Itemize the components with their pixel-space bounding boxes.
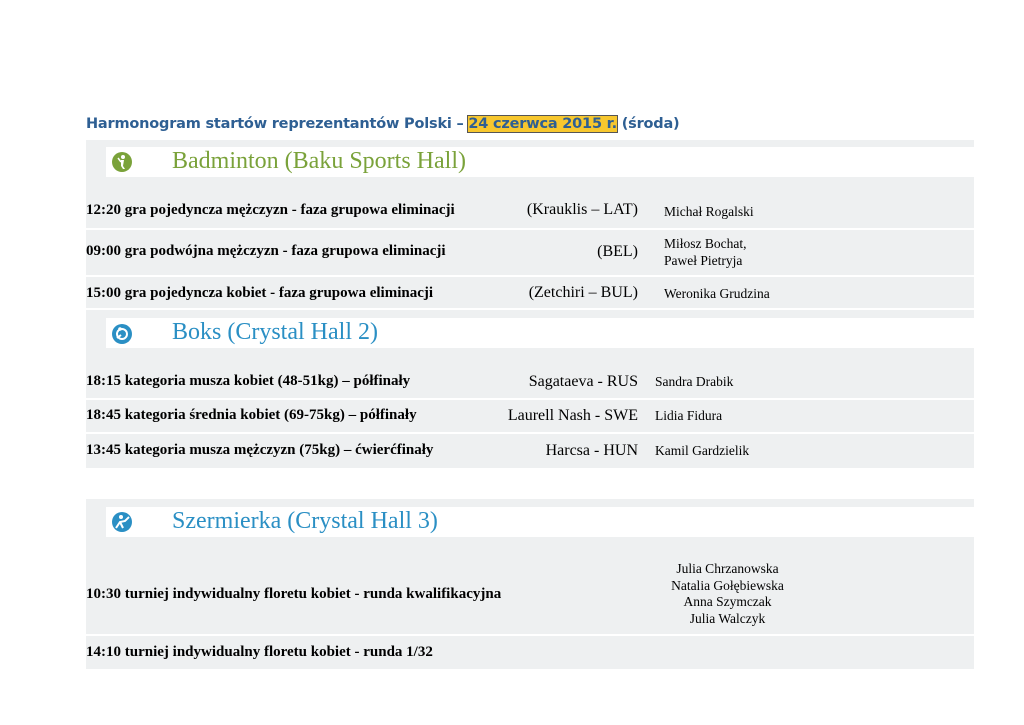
- athlete-name: Sandra Drabik: [655, 374, 734, 389]
- event-label: 18:45 kategoria średnia kobiet (69-75kg) – półfinały: [86, 407, 417, 423]
- opponent-label: (BEL): [597, 243, 638, 260]
- athlete-name: Kamil Gardzielik: [655, 443, 750, 458]
- event-label: 09:00 gra podwójna mężczyzn - faza grupowa eliminacji: [86, 243, 446, 259]
- event-label: 14:10 turniej indywidualny floretu kobiet - runda 1/32: [86, 644, 433, 660]
- section-title: Badminton (Baku Sports Hall): [172, 148, 466, 174]
- badminton-icon: [112, 152, 132, 172]
- athlete-name: Anna Szymczak: [683, 594, 772, 609]
- event-label: 13:45 kategoria musza mężczyzn (75kg) – ćwierćfinały: [86, 442, 434, 458]
- athlete-name: Lidia Fidura: [655, 408, 723, 423]
- opponent-label: Harcsa - HUN: [545, 442, 638, 459]
- opponent-label: (Krauklis – LAT): [526, 201, 638, 218]
- athlete-name: Michał Rogalski: [664, 204, 754, 219]
- date-highlight: 24 czerwca 2015 r.: [468, 116, 617, 132]
- page-title: [86, 116, 679, 132]
- title-prefix: Harmonogram startów reprezentantów Polski –: [86, 116, 469, 132]
- fencing-icon: [112, 512, 132, 532]
- boxing-icon: [112, 324, 132, 344]
- title-suffix: (środa): [616, 116, 680, 132]
- section-title: Boks (Crystal Hall 2): [172, 319, 378, 345]
- opponent-label: (Zetchiri – BUL): [528, 284, 638, 301]
- athlete-name: Julia Walczyk: [689, 610, 766, 626]
- athlete-name: Weronika Grudzina: [664, 286, 770, 301]
- athlete-name: Julia Chrzanowska: [676, 561, 779, 576]
- section-title: Szermierka (Crystal Hall 3): [172, 508, 438, 534]
- opponent-label: Sagataeva - RUS: [528, 373, 638, 390]
- event-label: 15:00 gra pojedyncza kobiet - faza grupowa eliminacji: [86, 285, 434, 301]
- event-label: 10:30 turniej indywidualny floretu kobiet - runda kwalifikacyjna: [86, 586, 502, 602]
- opponent-label: Laurell Nash - SWE: [507, 407, 638, 424]
- athlete-list: [640, 561, 815, 627]
- event-label: 12:20 gra pojedyncza mężczyzn - faza grupowa eliminacji: [86, 202, 455, 218]
- athlete-name: Miłosz Bochat,: [664, 236, 747, 251]
- event-label: 18:15 kategoria musza kobiet (48-51kg) – półfinały: [86, 373, 411, 389]
- athlete-name: Natalia Gołębiewska: [671, 577, 784, 593]
- athlete-name: Paweł Pietryja: [664, 253, 743, 268]
